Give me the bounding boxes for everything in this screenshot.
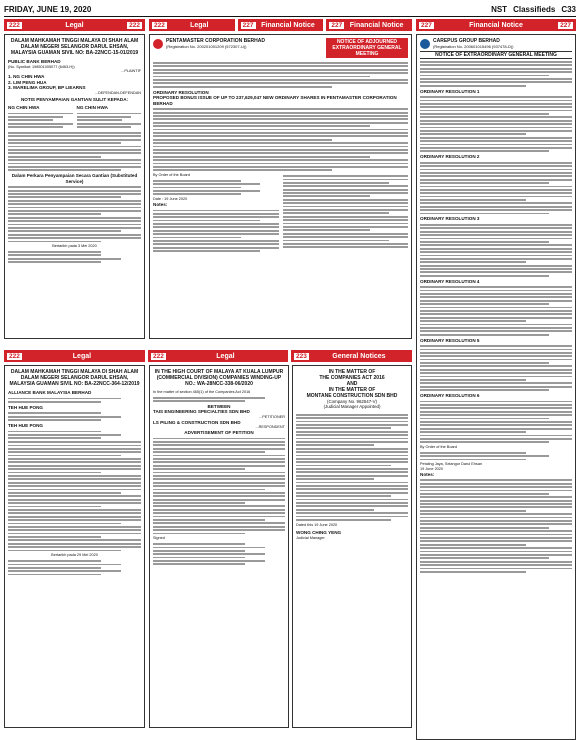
court-notice-2: DALAM MAHKAMAH TINGGI MALAYA DI SHAH ALAM DALAM NEGERI SELANGOR DARUL EHSAN, MALAYSIA GUAMAN SIVIL NO: BA-22NCC-364-12/2019 ALLIANCE BANK MALAYSIA BERHAD TEH HUE PONG TEH HUE PONG Bertarikh pada 29 Mei 2020 xyxy=(4,365,145,728)
montane-notice: IN THE MATTER OF THE COMPANIES ACT 2016 AND IN THE MATTER OF MONTANE CONSTRUCTION SDN BHD (Company No. 962547-V) (Judicial Manager Appointed) Dated this 19 June 2020 WONG CHING YENG Judicial Manager xyxy=(292,365,412,728)
egm-title: NOTICE OF ADJOURNED EXTRAORDINARY GENERAL MEETING xyxy=(326,38,408,58)
section-header-legal-2: 222 Legal xyxy=(149,19,235,31)
carepus-logo-mark xyxy=(420,39,430,49)
masthead-right xyxy=(491,5,576,14)
brand-name: NST xyxy=(491,4,508,14)
column-financial xyxy=(149,19,412,339)
section-header-financial: 227 Financial Notice xyxy=(238,19,324,31)
masthead xyxy=(4,2,576,16)
section-name: Classifieds xyxy=(513,4,556,14)
section-header-financial-2: 227 Financial Notice xyxy=(326,19,412,31)
court-notice-1: DALAM MAHKAMAH TINGGI MALAYA DI SHAH ALAM DALAM NEGERI SELANGOR DARUL EHSAN, MALAYSIA GUAMAN SIVIL NO: BA-22NCC-15-01/2019 PUBLIC BANK BERHAD (No. Syarikat: 198501005077 (6463-H)) ...PLAINTIF 1. NG CHIN HWA 2. LIM PENG HUA 3. MARELIMA GROUP, BP LIEARNS ...DEFENDAN-DEFENDAN NOTIS PENYAMPAIAN GANTIAN SULIT KEPADA: NG CHIN HWA NG CHIN HWA Dalam Perkara Penyampaian Secara Gantian (Substituted Service) Bertarikh pada 3 Mei 2020 xyxy=(4,34,145,339)
carepus-egm-notice: CAREPUS GROUP BERHAD (Registration No. 200601015496 (937478-D)) NOTICE OF EXTRAORDINARY GENERAL MEETING ORDINARY RESOLUTION 1 ORDINARY RESOLUTION 2 ORDINARY RESOLUTION 3 ORDINARY RESOLUTION 4 ORDINARY RESOLUTION 5 ORDINARY RESOLUTION 6 By Order of the Board Petaling Jaya, Selangor Darul Ehsan 19 June 2020 Notes: xyxy=(416,34,576,740)
winding-up-notice: IN THE HIGH COURT OF MALAYA AT KUALA LUMPUR (COMMERCIAL DIVISION) COMPANIES WINDING-UP NO.: WA-28NCC-338-06/2020 In the matter of section 465(1) of the Companies Act 2016 BETWEEN TAIS ENGINEERING SPECIALTIES SDN BHD ...PETITIONER LS PILING & CONSTRUCTION SDN BHD ...RESPONDENT ADVERTISEMENT OF PETITION Signed xyxy=(149,365,289,728)
column-carepus xyxy=(416,19,576,740)
column-legal-1 xyxy=(4,19,145,339)
section-header-financial-3: 227 Financial Notice 227 xyxy=(416,19,576,31)
egm-notice: PENTAMASTER CORPORATION BERHAD (Registration No. 200201001209 (572307-U)) NOTICE OF ADJOURNED EXTRAORDINARY GENERAL MEETING ORDINARY RESOLUTION PROPOSED BONUS ISSUE OF UP TO 237,629,047 NEW ORDINARY SHARES IN PENTAMASTER CORPORATION BERHAD By Order of the Board Date : 19 June 2020 Notes: xyxy=(149,34,412,339)
company-logo: PENTAMASTER CORPORATION BERHAD (Registration No. 200201001209 (572307-U)) xyxy=(153,38,265,49)
notice-heading: NOTIS PENYAMPAIAN GANTIAN SULIT KEPADA: xyxy=(20,97,129,103)
carepus-title: NOTICE OF EXTRAORDINARY GENERAL MEETING xyxy=(420,51,572,59)
section-header-general: 223 General Notices xyxy=(291,350,412,362)
section-header-legal: 222 Legal 222 xyxy=(4,19,145,31)
issue-date: FRIDAY, JUNE 19, 2020 xyxy=(4,4,92,14)
plaintiff-name: PUBLIC BANK BERHAD xyxy=(8,59,61,64)
column-winding xyxy=(149,365,289,728)
masthead-rule xyxy=(4,16,576,17)
column-legal-lower xyxy=(4,365,145,728)
page-number: C33 xyxy=(561,4,576,14)
column-montane xyxy=(292,365,412,728)
court-notice-title: DALAM MAHKAMAH TINGGI MALAYA DI SHAH ALAM DALAM NEGERI SELANGOR DARUL EHSAN, MALAYSIA GUAMAN SIVIL NO: BA-22NCC-15-01/2019 xyxy=(10,38,139,56)
carepus-logo: CAREPUS GROUP BERHAD (Registration No. 200601015496 (937478-D)) xyxy=(420,38,572,49)
section-header-legal-3: 222 Legal xyxy=(4,350,145,362)
lower-headers xyxy=(4,350,412,362)
logo-mark xyxy=(153,39,163,49)
section-header-legal-4: 222 Legal xyxy=(148,350,288,362)
